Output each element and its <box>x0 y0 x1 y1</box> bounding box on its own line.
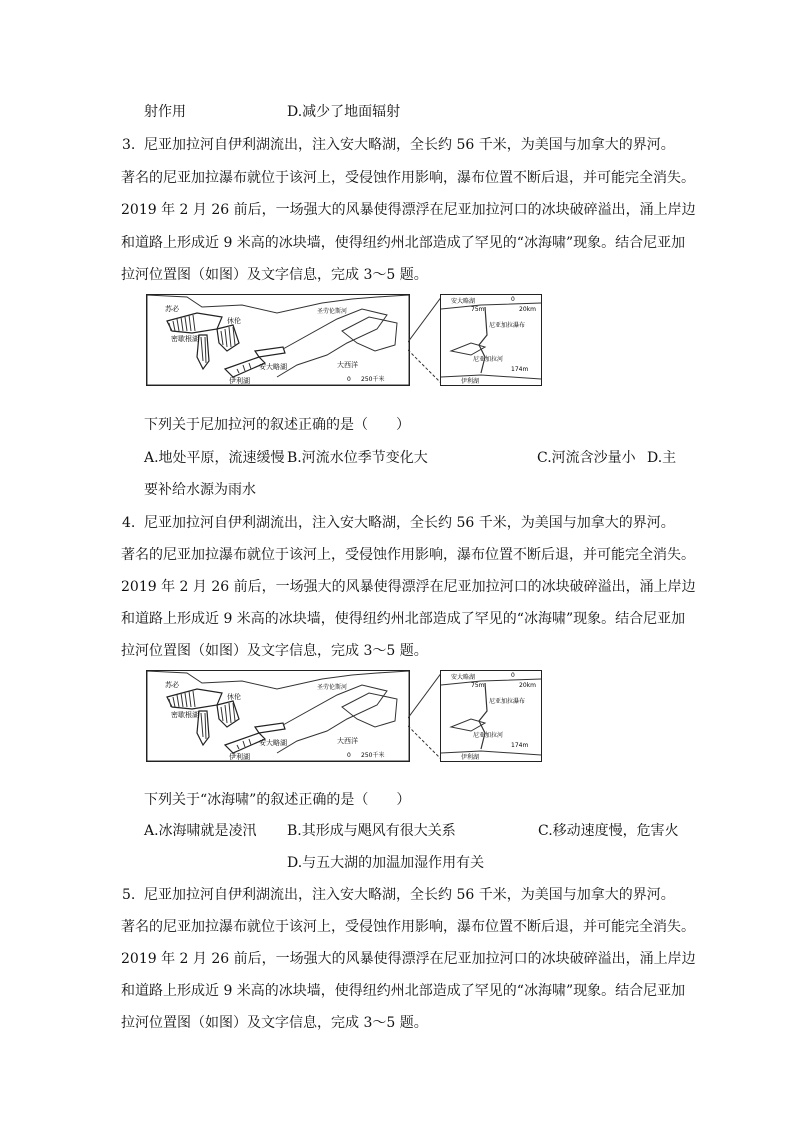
svg-text:圣劳伦斯河: 圣劳伦斯河 <box>317 684 348 691</box>
q4-option-a: A.冰海啸就是凌汛 <box>144 823 257 839</box>
q4-passage-line-1: 尼亚加拉河自伊利湖流出，注入安大略湖，全长约 56 千米，为美国与加拿大的界河。 <box>144 515 675 531</box>
svg-text:尼亚加拉瀑布: 尼亚加拉瀑布 <box>489 322 526 329</box>
svg-text:174m: 174m <box>511 366 529 373</box>
niagara-inset-map <box>440 294 542 386</box>
q5-number: 5. <box>122 887 136 903</box>
q3-option-b: B.河流水位季节变化大 <box>287 450 428 466</box>
niagara-inset-drawing <box>441 295 541 385</box>
great-lakes-map-drawing <box>147 295 409 385</box>
svg-text:休伦: 休伦 <box>227 317 241 325</box>
q3-number: 3. <box>122 137 136 153</box>
svg-text:尼亚加拉瀑布: 尼亚加拉瀑布 <box>489 698 526 705</box>
svg-text:伊利湖: 伊利湖 <box>461 378 480 385</box>
q4-stem: 下列关于“冰海啸”的叙述正确的是（ ） <box>144 792 411 808</box>
q3-option-d-continued: 要补给水源为雨水 <box>144 482 256 498</box>
svg-text:20km: 20km <box>519 306 536 313</box>
svg-text:安大略湖: 安大略湖 <box>259 739 287 747</box>
svg-text:密歇根湖: 密歇根湖 <box>171 335 199 343</box>
svg-text:伊利湖: 伊利湖 <box>461 754 480 761</box>
svg-text:密歇根湖: 密歇根湖 <box>171 711 199 719</box>
svg-text:20km: 20km <box>519 682 536 689</box>
q4-option-b: B.其形成与飓风有很大关系 <box>287 823 456 839</box>
svg-text:0: 0 <box>511 672 515 679</box>
svg-text:伊利湖: 伊利湖 <box>229 377 250 385</box>
great-lakes-map-2-drawing <box>147 671 409 761</box>
q4-option-d: D.与五大湖的加温加湿作用有关 <box>287 855 485 871</box>
svg-text:大西洋: 大西洋 <box>337 737 358 745</box>
great-lakes-map-2 <box>146 670 410 762</box>
niagara-inset-map-2 <box>440 670 542 762</box>
q3-passage-line-4: 和道路上形成近 9 米高的冰块墙，使得纽约州北部造成了罕见的“冰海啸”现象。结合尼亚加 <box>121 235 686 251</box>
svg-text:75m: 75m <box>471 306 485 313</box>
q5-passage-line-5: 拉河位置图（如图）及文字信息，完成 3～5 题。 <box>121 1015 428 1031</box>
svg-text:大西洋: 大西洋 <box>337 361 358 369</box>
q3-option-d: D.主 <box>647 450 677 466</box>
svg-text:休伦: 休伦 <box>227 693 241 701</box>
q5-passage-line-3: 2019 年 2 月 26 前后，一场强大的风暴使得漂浮在尼亚加拉河口的冰块破碎溢出，涌上岸边 <box>121 951 696 967</box>
svg-text:伊利湖: 伊利湖 <box>229 753 250 761</box>
q3-passage-line-2: 著名的尼亚加拉瀑布就位于该河上，受侵蚀作用影响，瀑布位置不断后退，并可能完全消失。 <box>121 170 695 186</box>
map-connector-lines-2 <box>408 670 442 764</box>
svg-text:安大略湖: 安大略湖 <box>451 298 476 305</box>
svg-text:安大略湖: 安大略湖 <box>451 674 476 681</box>
svg-text:174m: 174m <box>511 742 529 749</box>
niagara-inset-2-drawing <box>441 671 541 761</box>
q4-passage-line-2: 著名的尼亚加拉瀑布就位于该河上，受侵蚀作用影响，瀑布位置不断后退，并可能完全消失。 <box>121 547 695 563</box>
q4-passage-line-3: 2019 年 2 月 26 前后，一场强大的风暴使得漂浮在尼亚加拉河口的冰块破碎溢出，涌上岸边 <box>121 579 696 595</box>
svg-text:圣劳伦斯河: 圣劳伦斯河 <box>317 308 348 315</box>
q4-option-c: C.移动速度慢，危害火 <box>538 823 679 839</box>
svg-text:250千米: 250千米 <box>361 376 385 383</box>
svg-text:0: 0 <box>347 376 351 383</box>
great-lakes-map <box>146 294 410 386</box>
svg-text:苏必: 苏必 <box>165 305 179 313</box>
prev-option-tail: 射作用 <box>144 104 186 120</box>
svg-text:苏必: 苏必 <box>165 681 179 689</box>
q4-number: 4. <box>122 515 136 531</box>
q3-stem: 下列关于尼加拉河的叙述正确的是（ ） <box>144 417 410 433</box>
q4-passage-line-5: 拉河位置图（如图）及文字信息，完成 3～5 题。 <box>121 643 428 659</box>
svg-text:0: 0 <box>511 296 515 303</box>
q3-passage-line-5: 拉河位置图（如图）及文字信息，完成 3～5 题。 <box>121 267 428 283</box>
q3-passage-line-3: 2019 年 2 月 26 前后，一场强大的风暴使得漂浮在尼亚加拉河口的冰块破碎溢出，涌上岸边 <box>121 202 696 218</box>
map-connector-lines <box>408 294 442 388</box>
q3-passage-line-1: 尼亚加拉河自伊利湖流出，注入安大略湖，全长约 56 千米，为美国与加拿大的界河。 <box>144 137 675 153</box>
svg-text:尼亚加拉河: 尼亚加拉河 <box>473 732 504 739</box>
q3-option-a: A.地处平原，流速缓慢 <box>144 450 285 466</box>
svg-text:安大略湖: 安大略湖 <box>259 363 287 371</box>
q5-passage-line-2: 著名的尼亚加拉瀑布就位于该河上，受侵蚀作用影响，瀑布位置不断后退，并可能完全消失。 <box>121 919 695 935</box>
q5-passage-line-1: 尼亚加拉河自伊利湖流出，注入安大略湖，全长约 56 千米，为美国与加拿大的界河。 <box>144 887 675 903</box>
svg-text:尼亚加拉河: 尼亚加拉河 <box>473 356 504 363</box>
q5-passage-line-4: 和道路上形成近 9 米高的冰块墙，使得纽约州北部造成了罕见的“冰海啸”现象。结合尼亚加 <box>121 983 686 999</box>
q3-option-c: C.河流含沙量小 <box>537 450 636 466</box>
svg-text:75m: 75m <box>471 682 485 689</box>
svg-text:250千米: 250千米 <box>361 752 385 759</box>
q4-passage-line-4: 和道路上形成近 9 米高的冰块墙，使得纽约州北部造成了罕见的“冰海啸”现象。结合尼亚加 <box>121 611 686 627</box>
prev-option-d: D.减少了地面辐射 <box>287 104 401 120</box>
svg-text:0: 0 <box>347 752 351 759</box>
